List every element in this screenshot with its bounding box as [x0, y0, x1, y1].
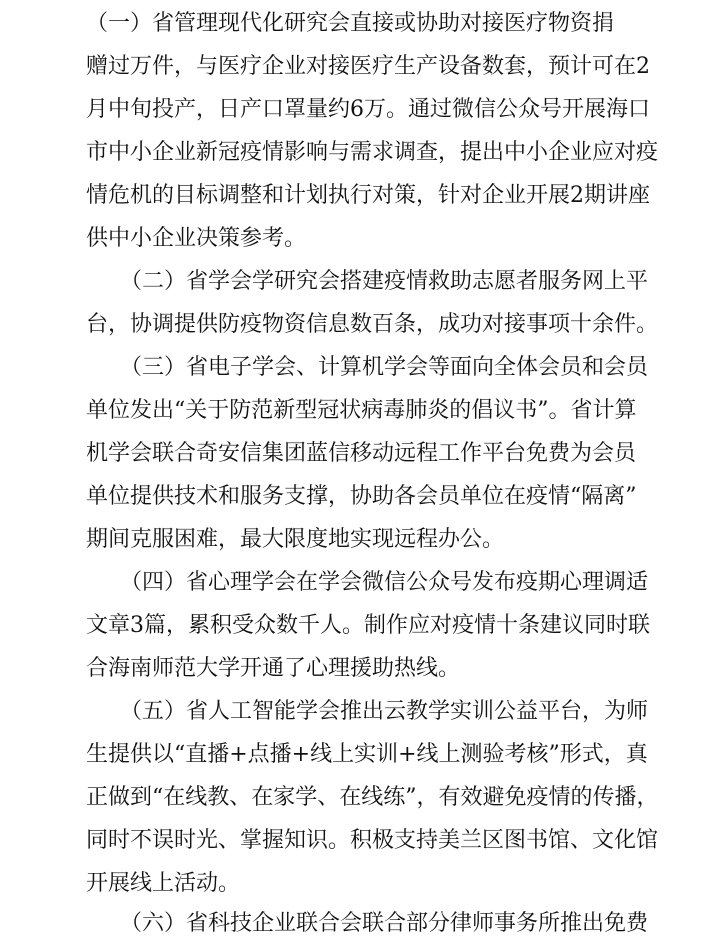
paragraph-3-line-5: 期间克服困难，最大限度地实现远程办公。	[86, 527, 505, 552]
paragraph-1-line-2: 赠过万件，与医疗企业对接医疗生产设备数套，预计可在2	[86, 54, 650, 79]
paragraph-5-line-4: 同时不误时光、掌握知识。积极支持美兰区图书馆、文化馆	[86, 828, 659, 853]
paragraph-2-line-1: （二）省学会学研究会搭建疫情救助志愿者服务网上平	[120, 269, 649, 294]
paragraph-4-line-2: 文章3篇，累积受众数千人。制作应对疫情十条建议同时联	[86, 613, 650, 638]
paragraph-3-line-3: 机学会联合奇安信集团蓝信移动远程工作平台免费为会员	[86, 441, 637, 466]
paragraph-5-line-3: 正做到“在线教、在家学、在线练”，有效避免疫情的传播，	[86, 785, 659, 810]
paragraph-1-line-4: 市中小企业新冠疫情影响与需求调查，提出中小企业应对疫	[86, 140, 659, 165]
paragraph-5-line-2: 生提供以“直播+点播+线上实训+线上测验考核”形式，真	[86, 742, 648, 767]
paragraph-1-line-6: 供中小企业决策参考。	[86, 226, 307, 251]
paragraph-5-line-1: （五）省人工智能学会推出云教学实训公益平台，为师	[120, 699, 649, 724]
paragraph-3-line-4: 单位提供技术和服务支撑，协助各会员单位在疫情“隔离”	[86, 484, 637, 509]
paragraph-1-line-3: 月中旬投产，日产口罩量约6万。通过微信公众号开展海口	[86, 97, 650, 122]
paragraph-5-line-5: 开展线上活动。	[86, 871, 241, 896]
paragraph-4-line-3: 合海南师范大学开通了心理援助热线。	[86, 656, 461, 681]
paragraph-3-line-1: （三）省电子学会、计算机学会等面向全体会员和会员	[120, 355, 649, 380]
paragraph-4-line-1: （四）省心理学会在学会微信公众号发布疫期心理调适	[120, 570, 649, 595]
paragraph-6-line-1: （六）省科技企业联合会联合部分律师事务所推出免费	[120, 911, 649, 936]
paragraph-2-line-2: 台，协调提供防疫物资信息数百条，成功对接事项十余件。	[86, 312, 659, 337]
paragraph-3-line-2: 单位发出“关于防范新型冠状病毒肺炎的倡议书”。省计算	[86, 398, 637, 423]
paragraph-1-line-5: 情危机的目标调整和计划执行对策，针对企业开展2期讲座	[86, 183, 650, 208]
paragraph-1-line-1: （一）省管理现代化研究会直接或协助对接医疗物资捐	[86, 11, 615, 36]
